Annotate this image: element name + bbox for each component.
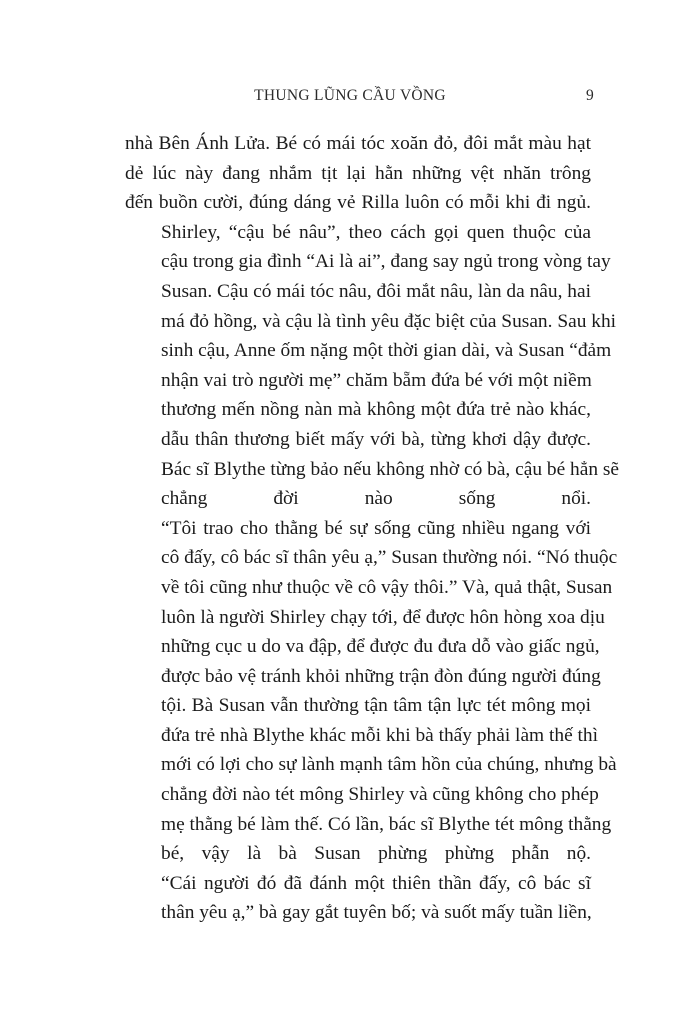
- text-line: bé, vậy là bà Susan phừng phừng phẫn nộ.: [161, 843, 591, 865]
- text-line: má đỏ hồng, và cậu là tình yêu đặc biệt của Susan. Sau khi: [161, 310, 617, 332]
- text-line: sinh cậu, Anne ốm nặng một thời gian dài, và Susan “đảm: [161, 340, 612, 362]
- text-line: chẳng đời nào sống nổi.: [161, 488, 591, 510]
- paragraph-4: [125, 869, 591, 928]
- page-header: [0, 86, 700, 110]
- text-line: tội. Bà Susan vẫn thường tận tâm tận lực tét mông mọi: [161, 695, 591, 717]
- text-line: nhận vai trò người mẹ” chăm bẵm đứa bé với một niềm: [161, 369, 592, 391]
- paragraph-3: [125, 514, 618, 869]
- text-line: luôn là người Shirley chạy tới, để được hôn hòng xoa dịu: [161, 606, 605, 628]
- text-line: dẫu thân thương biết mấy với bà, từng khơi dậy được.: [161, 428, 591, 450]
- paragraph-1: [125, 129, 591, 218]
- text-line: “Tôi trao cho thằng bé sự sống cũng nhiều ngang với: [161, 517, 591, 539]
- text-line: thân yêu ạ,” bà gay gắt tuyên bố; và suốt mấy tuần liền,: [161, 902, 592, 924]
- text-line: “Cái người đó đã đánh một thiên thần đấy, cô bác sĩ: [161, 872, 591, 894]
- text-line: mẹ thằng bé làm thế. Có lần, bác sĩ Blythe tét mông thằng: [161, 813, 612, 835]
- text-line: Bác sĩ Blythe từng bảo nếu không nhờ có bà, cậu bé hẳn sẽ: [161, 458, 620, 480]
- text-line: chẳng đời nào tét mông Shirley và cũng không cho phép: [161, 784, 599, 806]
- text-line: đến buồn cười, đúng dáng vẻ Rilla luôn có mỗi khi đi ngủ.: [125, 192, 591, 214]
- text-line: đứa trẻ nhà Blythe khác mỗi khi bà thấy phải làm thế thì: [161, 724, 598, 746]
- text-line: những cục u do va đập, để được đu đưa dỗ vào giấc ngủ,: [161, 636, 600, 658]
- page-number: 9: [586, 87, 594, 104]
- running-title: THUNG LŨNG CẦU VỒNG: [254, 87, 446, 104]
- text-line: nhà Bên Ánh Lửa. Bé có mái tóc xoăn đỏ, đôi mắt màu hạt: [125, 133, 591, 154]
- text-line: thương mến nồng nàn mà không một đứa trẻ nào khác,: [161, 399, 591, 421]
- text-line: được bảo vệ tránh khỏi những trận đòn đúng người đúng: [161, 665, 601, 687]
- text-line: cô đấy, cô bác sĩ thân yêu ạ,” Susan thường nói. “Nó thuộc: [161, 547, 618, 569]
- text-line: về tôi cũng như thuộc về cô vậy thôi.” Và, quả thật, Susan: [161, 576, 613, 598]
- paragraph-2: [125, 218, 620, 514]
- text-line: mới có lợi cho sự lành mạnh tâm hồn của chúng, nhưng bà: [161, 754, 617, 776]
- text-line: cậu trong gia đình “Ai là ai”, đang say ngủ trong vòng tay: [161, 251, 611, 273]
- text-line: Shirley, “cậu bé nâu”, theo cách gọi quen thuộc của: [161, 221, 591, 243]
- page-text: [125, 129, 620, 928]
- text-line: Susan. Cậu có mái tóc nâu, đôi mắt nâu, làn da nâu, hai: [161, 280, 591, 302]
- text-line: dẻ lúc này đang nhắm tịt lại hằn những vệt nhăn trông: [125, 162, 591, 184]
